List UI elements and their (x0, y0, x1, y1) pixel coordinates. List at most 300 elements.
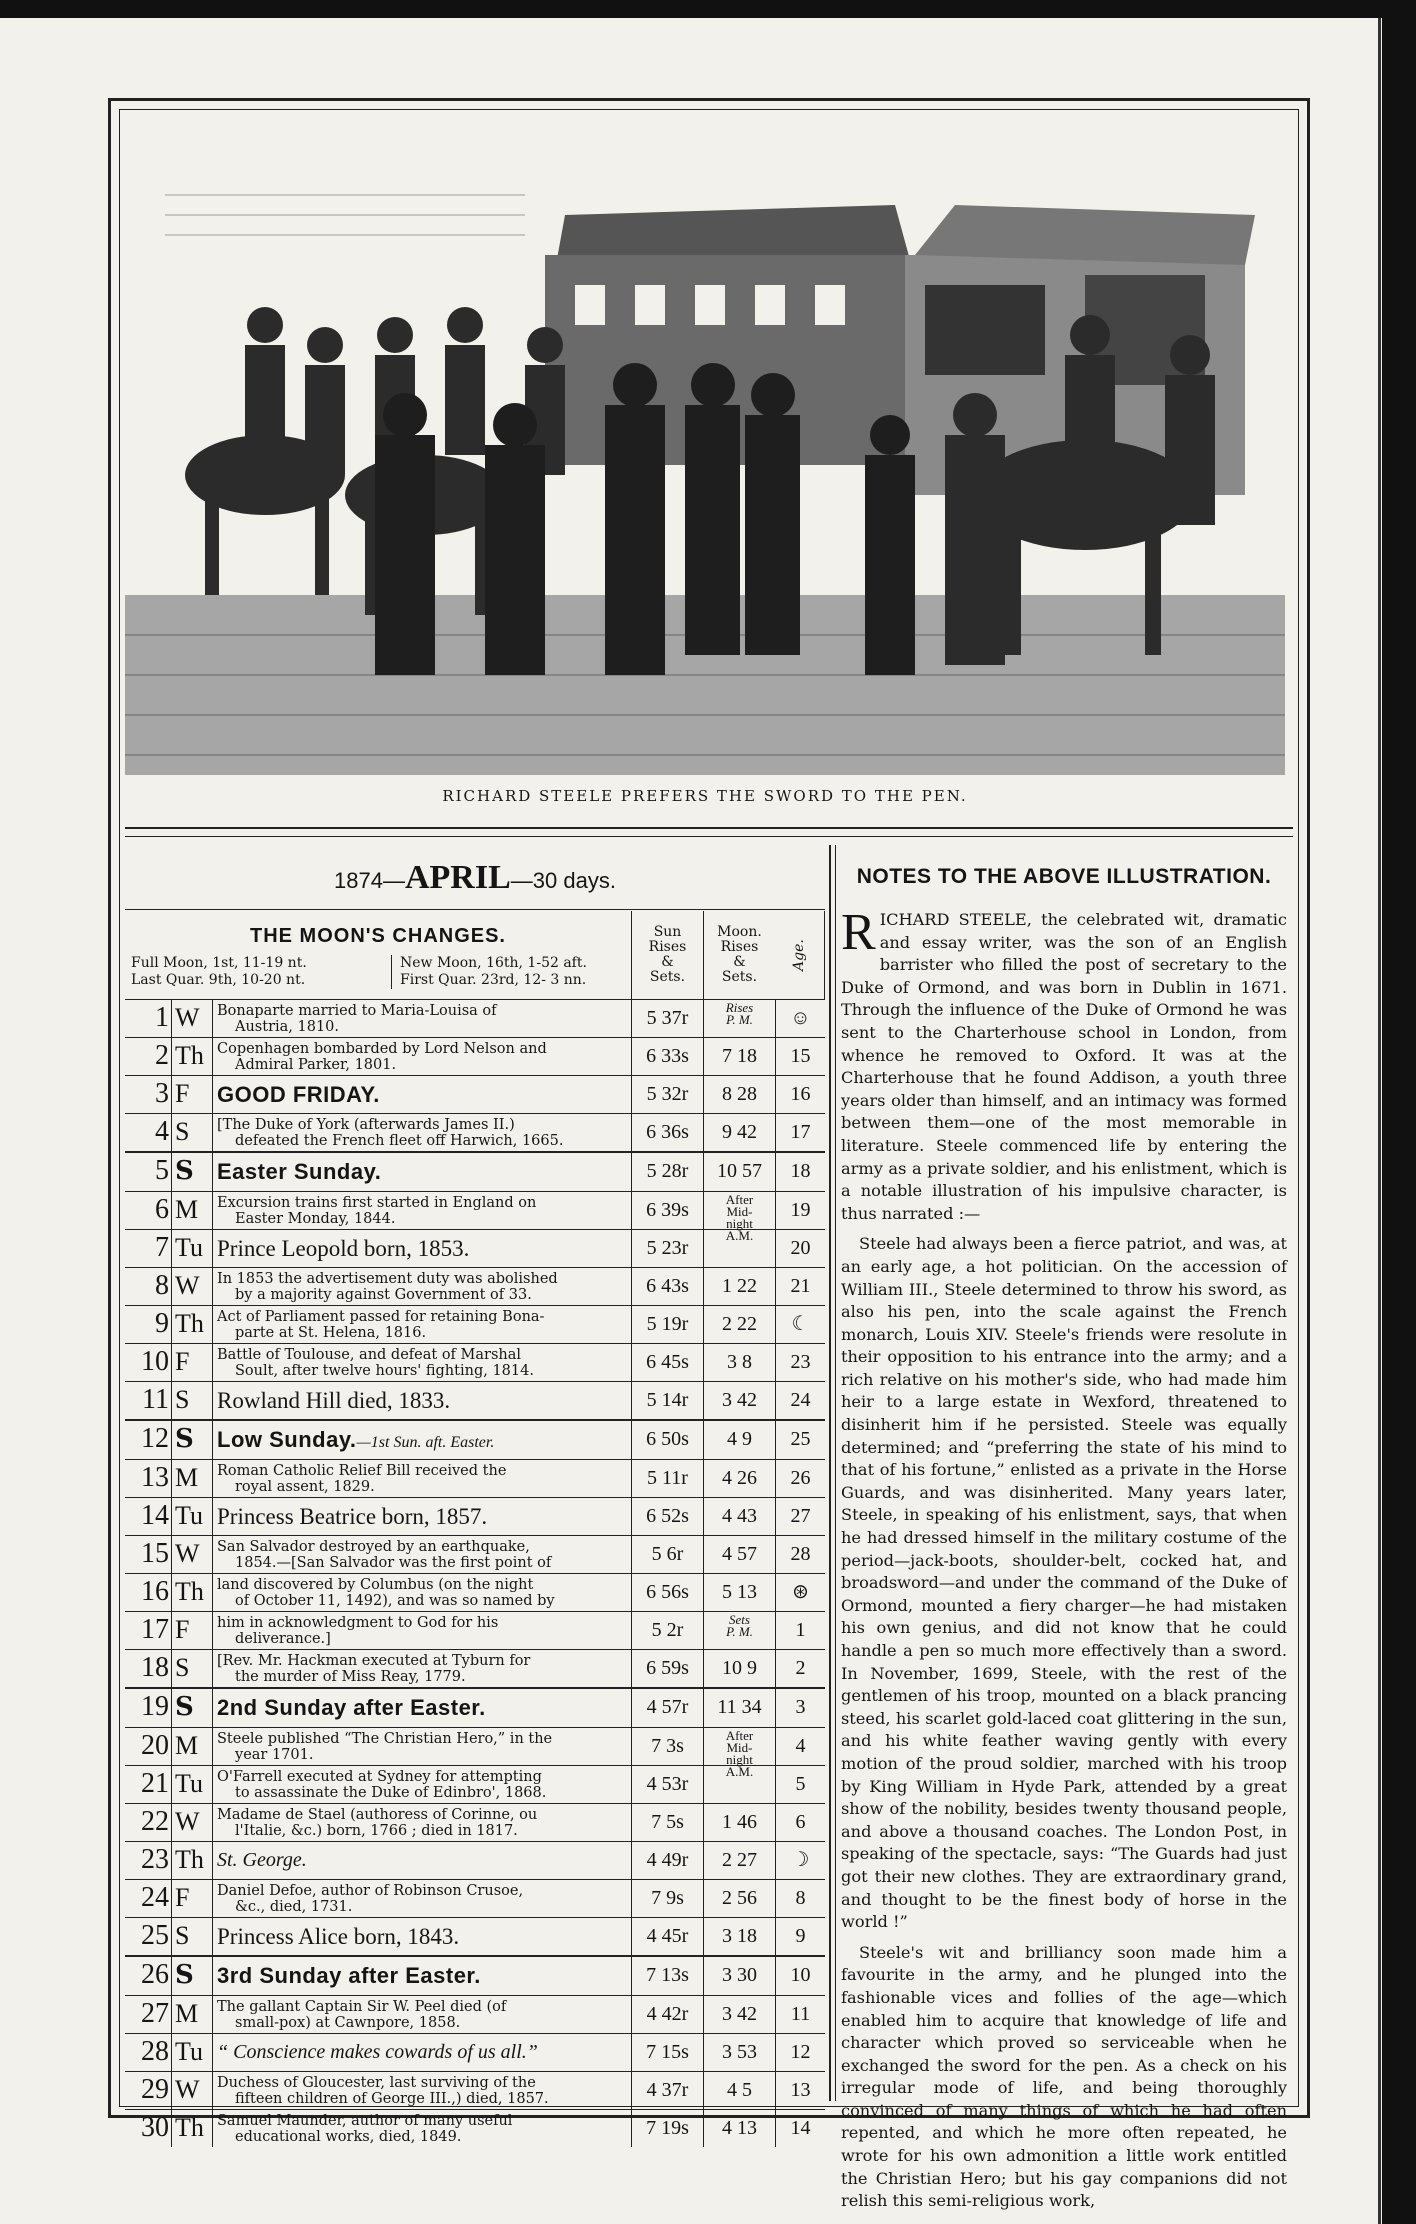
day-number: 8 (155, 1270, 169, 1301)
event-line-1: Duchess of Gloucester, last surviving of the (217, 2075, 536, 2091)
event-heading: 2nd Sunday after Easter. (217, 1695, 486, 1720)
moon-age: 18 (775, 1153, 825, 1191)
day-number: 13 (141, 1462, 169, 1493)
calendar-row (125, 1191, 825, 1243)
calendar-days: 30 days. (532, 868, 616, 893)
event-text (217, 1574, 629, 1614)
moon-age: 19 (775, 1192, 825, 1229)
moon-time: 2 56 (703, 1880, 775, 1917)
moon-time-line: night (726, 1216, 753, 1231)
event-text (217, 1689, 629, 1727)
event-line-1: Samuel Maunder, author of many useful (217, 2113, 513, 2129)
moon-time: 3 42 (703, 1382, 775, 1419)
weekday: S (171, 1421, 213, 1459)
notes-paragraph-3: Steele's wit and brilliancy soon made him a favourite in the army, and he plunged into the fashionable vices and follies of the age—which enabled him to acquire that knowledge of life and character which proved so serviceable when he exchanged the sword for the pen. As a check on his irregular mode of life, and being thoroughly convinced of many things of which he had often repented, and which he more often repeated, he wrote for his own admonition a little work entitled the Christian Hero; but his gay companions did not relish this semi-religious work, (841, 1942, 1287, 2211)
day-number: 14 (141, 1500, 169, 1531)
calendar-row (125, 1305, 825, 1343)
event-text: Prince Leopold born, 1853. (217, 1236, 470, 1261)
weekday: M (171, 1728, 213, 1765)
moon-time: 4 5 (703, 2072, 775, 2109)
moon-time: 3 8 (703, 1344, 775, 1381)
event-line-1: Daniel Defoe, author of Robinson Crusoe, (217, 1883, 524, 1899)
event-line-1: Battle of Toulouse, and defeat of Marshal (217, 1347, 522, 1363)
event-text (217, 1880, 629, 1920)
event-heading: Low Sunday. (217, 1427, 357, 1452)
day-number: 10 (141, 1346, 169, 1377)
weekday: W (171, 2072, 213, 2109)
moon-age: ☽ (775, 1842, 825, 1879)
moon-time: 2 27 (703, 1842, 775, 1879)
event-line-2: Austria, 1810. (235, 1019, 340, 1035)
sun-time: 4 42r (631, 1996, 703, 2033)
event-text (217, 1076, 629, 1113)
day-number: 25 (141, 1920, 169, 1951)
weekday: M (171, 1192, 213, 1229)
drop-cap: R (841, 904, 876, 961)
sun-time: 6 33s (631, 1038, 703, 1075)
moon-time (703, 1192, 775, 1243)
notes-paragraph-1 (841, 904, 1287, 1225)
moon-age: 10 (775, 1957, 825, 1995)
calendar-row (125, 1459, 825, 1497)
moon-time: 4 9 (703, 1421, 775, 1459)
event-text: “ Conscience makes cowards of us all.” (217, 2041, 538, 2063)
page-frame (108, 98, 1310, 2211)
event-line-2: by a majority against Government of 33. (235, 1287, 532, 1303)
event-line-2: deliverance.] (235, 1631, 331, 1647)
event-text (217, 1000, 629, 1040)
moon-age: 25 (775, 1421, 825, 1459)
header-sun-1: Sun (653, 924, 682, 940)
sun-time: 6 52s (631, 1498, 703, 1535)
header-moon-3: & (733, 954, 746, 970)
calendar-row (125, 1917, 825, 1955)
day-number: 5 (155, 1155, 169, 1186)
moon-age: 17 (775, 1114, 825, 1151)
event-line-1: Roman Catholic Relief Bill received the (217, 1463, 507, 1479)
event-line-2: educational works, died, 1849. (235, 2129, 462, 2145)
notes-paragraph-2: Steele had always been a fierce patriot, and was, at an early age, a hot politician. On the accession of William III., Steele determined to throw his sword, as also his pen, into the scale against the French monarch, Louis XIV. Steele's friends were resolute in their opposition to his entrance into the army; and a rich relative on his mother's side, who had made him heir to a large estate in Wexford, threatened to disinherit him if he persisted. Steele was equally determined; and “preferring the state of his mind to that of his fortune,” enlisted as a private in the Horse Guards, and was disinherited. Many years later, Steele, in speaking of his enlistment, says, that when he had dressed himself in the military costume of the period—jack-boots, shoulder-belt, cocked hat, and broadsword—and under the command of the Duke of Ormond, mounted a fiery charger—he had mistaken his own genius, and did not know that he could handle a pen so much more effectively than a sword. In November, 1699, Steele, with the rest of the gentlemen of his troop, mounted on a black prancing steed, his scarlet gold-laced coat glittering in the sun, and his white feather waving gently with every motion of the proud soldier, marched with his troop by King William in Hyde Park, attended by a great show of the nobility, besides twenty thousand people, and above a thousand coaches. The London Post, in speaking of the spectacle, says: “The Guards had just got their new clothes. They are extraordinary grand, and thought to be the finest body of horse in the world !” (841, 1234, 1287, 1932)
weekday: Th (171, 1574, 213, 1611)
moon-age: 1 (775, 1612, 825, 1649)
sun-time: 5 23r (631, 1230, 703, 1267)
moon-age: 12 (775, 2034, 825, 2071)
sun-time: 5 37r (631, 1000, 703, 1037)
header-sun (631, 911, 703, 999)
illustration-caption: RICHARD STEELE PREFERS THE SWORD TO THE PEN. (442, 787, 968, 805)
sun-time: 6 56s (631, 1574, 703, 1611)
event-line-1: Bonaparte married to Maria-Louisa of (217, 1003, 497, 1019)
moon-age: ☾ (775, 1306, 825, 1343)
day-number: 27 (141, 1998, 169, 2029)
moon-time: 4 26 (703, 1460, 775, 1497)
calendar-title: 1874—APRIL—30 days. (334, 859, 616, 896)
event-line-2: parte at St. Helena, 1816. (235, 1325, 427, 1341)
moon-time-line: Rises (725, 1000, 754, 1015)
calendar-row (125, 1151, 825, 1191)
event-text (217, 1421, 629, 1459)
weekday: Th (171, 1038, 213, 1075)
calendar-row (125, 1343, 825, 1381)
moon-changes-left (131, 955, 381, 989)
first-quarter: First Quar. 23rd, 12- 3 nn. (400, 972, 587, 988)
event-text (217, 1996, 629, 2036)
moon-time: 4 57 (703, 1536, 775, 1573)
moon-time: 4 43 (703, 1498, 775, 1535)
moon-age: 5 (775, 1766, 825, 1803)
moon-age: 11 (775, 1996, 825, 2033)
moon-age: 21 (775, 1268, 825, 1305)
event-line-1: [Rev. Mr. Hackman executed at Tyburn for (217, 1653, 531, 1669)
section-separator (125, 827, 1293, 837)
moon-changes-right (391, 955, 631, 989)
event-line-2: small-pox) at Cawnpore, 1858. (235, 2015, 461, 2031)
event-subheading: —1st Sun. aft. Easter. (356, 1434, 495, 1451)
moon-time: 10 9 (703, 1650, 775, 1687)
moon-time: 3 18 (703, 1918, 775, 1955)
calendar-row (125, 1995, 825, 2033)
event-line-1: [The Duke of York (afterwards James II.) (217, 1117, 515, 1133)
event-text: St. George. (217, 1849, 307, 1871)
event-text (217, 1344, 629, 1384)
sun-time: 4 49r (631, 1842, 703, 1879)
calendar-row (125, 1535, 825, 1573)
sun-time: 5 28r (631, 1153, 703, 1191)
header-sun-3: & (661, 954, 674, 970)
event-text (217, 1192, 629, 1232)
moon-time-line: Sets (729, 1612, 750, 1627)
moon-age: 8 (775, 1880, 825, 1917)
calendar-row (125, 1573, 825, 1611)
sun-time: 4 37r (631, 2072, 703, 2109)
moon-time: 11 34 (703, 1689, 775, 1727)
day-number: 29 (141, 2074, 169, 2105)
event-line-1: Excursion trains first started in England on (217, 1195, 537, 1211)
moon-time: 3 42 (703, 1996, 775, 2033)
header-sun-2: Rises (648, 939, 687, 955)
weekday: S (171, 1153, 213, 1191)
moon-time-line: A.M. (725, 1228, 754, 1243)
moon-age: 27 (775, 1498, 825, 1535)
weekday: M (171, 1996, 213, 2033)
day-number: 12 (141, 1423, 169, 1454)
sun-time: 5 11r (631, 1460, 703, 1497)
event-heading: 3rd Sunday after Easter. (217, 1963, 481, 1988)
calendar-row (125, 1611, 825, 1649)
moon-time-line: P. M. (726, 1012, 753, 1027)
weekday: M (171, 1460, 213, 1497)
event-text (217, 2110, 629, 2150)
moon-age: 28 (775, 1536, 825, 1573)
scan-right-border (1382, 18, 1416, 2224)
weekday: F (171, 1344, 213, 1381)
weekday: W (171, 1804, 213, 1841)
moon-age: 24 (775, 1382, 825, 1419)
event-text (217, 1612, 629, 1652)
event-text (217, 1766, 629, 1806)
moon-changes-title: THE MOON'S CHANGES. (250, 925, 506, 947)
event-text: Princess Beatrice born, 1857. (217, 1504, 488, 1529)
day-number: 2 (155, 1040, 169, 1071)
moon-age: 2 (775, 1650, 825, 1687)
day-number: 4 (155, 1116, 169, 1147)
calendar-table (125, 999, 825, 2147)
event-text (217, 1650, 629, 1690)
moon-age: ⊛ (775, 1574, 825, 1611)
sun-time: 4 53r (631, 1766, 703, 1803)
sun-time: 5 19r (631, 1306, 703, 1343)
event-line-1: In 1853 the advertisement duty was abolished (217, 1271, 558, 1287)
weekday: F (171, 1880, 213, 1917)
sun-time: 7 5s (631, 1804, 703, 1841)
event-line-2: the murder of Miss Reay, 1779. (235, 1669, 466, 1685)
calendar-row (125, 1803, 825, 1841)
calendar-row (125, 1037, 825, 1075)
day-number: 20 (141, 1730, 169, 1761)
calendar-row (125, 1879, 825, 1917)
day-number: 9 (155, 1308, 169, 1339)
weekday: Tu (171, 2034, 213, 2071)
event-line-2: year 1701. (235, 1747, 314, 1763)
column-separator (829, 845, 836, 2101)
sun-time: 4 57r (631, 1689, 703, 1727)
weekday: S (171, 1957, 213, 1995)
moon-time (703, 1766, 775, 1803)
sun-time: 5 6r (631, 1536, 703, 1573)
day-number: 15 (141, 1538, 169, 1569)
sun-time: 6 43s (631, 1268, 703, 1305)
event-line-1: Steele published “The Christian Hero,” in the (217, 1731, 553, 1747)
moon-time (703, 1612, 775, 1649)
full-moon: Full Moon, 1st, 11-19 nt. (131, 955, 307, 971)
sun-time: 7 9s (631, 1880, 703, 1917)
header-age: Age. (775, 911, 825, 999)
calendar-row (125, 1113, 825, 1151)
sun-time: 6 59s (631, 1650, 703, 1687)
event-line-2: Easter Monday, 1844. (235, 1211, 396, 1227)
day-number: 23 (141, 1844, 169, 1875)
event-line-2: fifteen children of George III.,) died, 1857. (235, 2091, 549, 2107)
weekday: S (171, 1382, 213, 1419)
calendar-year: 1874 (334, 868, 383, 893)
moon-time-line: night (726, 1752, 753, 1767)
moon-age: 14 (775, 2110, 825, 2147)
sun-time: 7 19s (631, 2110, 703, 2147)
day-number: 18 (141, 1652, 169, 1683)
notes-section (841, 845, 1287, 2211)
event-text (217, 1114, 629, 1154)
event-text (217, 1153, 629, 1191)
notes-paragraph-1-text: ICHARD STEELE, the celebrated wit, dramatic and essay writer, was the son of an English barrister who filled the post of secretary to the Duke of Ormond, and was born in Dublin in 1671. Through the influence of the Duke of Ormond he was sent to the Charterhouse school in London, from whence he removed to Oxford. It was at the Charterhouse that he found Addison, a youth three years older than himself, and an intimacy was formed between them—one of the most memorable in literature. Steele commenced life by entering the army as a private soldier, and his enlistment, which is a notable illustration of his impulsive character, is thus narrated :— (841, 910, 1287, 1223)
day-number: 28 (141, 2036, 169, 2067)
moon-time-line: A.M. (725, 1764, 754, 1779)
event-text (217, 1957, 629, 1995)
day-number: 22 (141, 1806, 169, 1837)
sun-time: 7 13s (631, 1957, 703, 1995)
moon-age: 13 (775, 2072, 825, 2109)
moon-age: 15 (775, 1038, 825, 1075)
event-line-2: &c., died, 1731. (235, 1899, 353, 1915)
calendar-row (125, 1381, 825, 1419)
event-line-1: Madame de Stael (authoress of Corinne, ou (217, 1807, 538, 1823)
day-number: 11 (142, 1384, 169, 1415)
sun-time: 7 3s (631, 1728, 703, 1765)
moon-time (703, 1728, 775, 1779)
weekday: Th (171, 1306, 213, 1343)
header-moon-2: Rises (720, 939, 759, 955)
moon-time-line: After (725, 1728, 754, 1743)
calendar-row (125, 1419, 825, 1459)
event-heading: GOOD FRIDAY. (217, 1082, 380, 1107)
calendar-month: APRIL (404, 859, 511, 896)
moon-age: ☺ (775, 1000, 825, 1037)
weekday: S (171, 1650, 213, 1687)
sun-time: 5 14r (631, 1382, 703, 1419)
calendar-row (125, 1497, 825, 1535)
scan-edge-rule (1378, 18, 1381, 2224)
calendar-title-rule (125, 909, 825, 910)
moon-age: 4 (775, 1728, 825, 1765)
event-line-2: Soult, after twelve hours' fighting, 1814. (235, 1363, 534, 1379)
day-number: 3 (155, 1078, 169, 1109)
moon-time-line: Mid- (726, 1204, 753, 1219)
calendar-row (125, 2109, 825, 2147)
calendar-row (125, 1687, 825, 1727)
calendar-row (125, 2071, 825, 2109)
calendar-row (125, 999, 825, 1037)
moon-time (703, 1230, 775, 1267)
header-moon-1: Moon. (717, 924, 762, 940)
day-number: 26 (141, 1959, 169, 1990)
event-line-1: The gallant Captain Sir W. Peel died (of (217, 1999, 507, 2015)
moon-age: 6 (775, 1804, 825, 1841)
moon-time: 3 53 (703, 2034, 775, 2071)
calendar-row (125, 1075, 825, 1113)
event-line-2: of October 11, 1492), and was so named by (235, 1593, 555, 1609)
weekday: S (171, 1114, 213, 1151)
event-text (217, 1536, 629, 1576)
moon-time: 5 13 (703, 1574, 775, 1611)
sun-time: 6 39s (631, 1192, 703, 1229)
event-text (217, 2072, 629, 2112)
moon-time: 10 57 (703, 1153, 775, 1191)
event-line-2: defeated the French fleet off Harwich, 1665. (235, 1133, 564, 1149)
engraving-illustration (125, 115, 1285, 855)
scan-top-border (0, 0, 1416, 18)
moon-time: 7 18 (703, 1038, 775, 1075)
moon-age: 26 (775, 1460, 825, 1497)
calendar-section (125, 845, 825, 2145)
weekday: Tu (171, 1230, 213, 1267)
event-line-1: Act of Parliament passed for retaining Bona- (217, 1309, 545, 1325)
event-line-1: land discovered by Columbus (on the night (217, 1577, 534, 1593)
sun-time: 6 45s (631, 1344, 703, 1381)
sun-time: 5 32r (631, 1076, 703, 1113)
calendar-row (125, 2033, 825, 2071)
weekday: W (171, 1536, 213, 1573)
event-heading: Easter Sunday. (217, 1159, 382, 1184)
moon-time (703, 1000, 775, 1037)
day-number: 30 (141, 2112, 169, 2143)
event-line-2: 1854.—[San Salvador was the first point of (235, 1555, 552, 1571)
event-text (217, 1038, 629, 1078)
weekday: Tu (171, 1766, 213, 1803)
engraving-image (125, 115, 1285, 775)
weekday: F (171, 1076, 213, 1113)
sun-time: 5 2r (631, 1612, 703, 1649)
new-moon: New Moon, 16th, 1-52 aft. (400, 955, 587, 971)
day-number: 7 (155, 1232, 169, 1263)
event-line-2: to assassinate the Duke of Edinbro', 1868. (235, 1785, 547, 1801)
calendar-row (125, 1841, 825, 1879)
event-text (217, 1728, 629, 1768)
day-number: 1 (155, 1002, 169, 1033)
event-line-1: San Salvador destroyed by an earthquake, (217, 1539, 530, 1555)
weekday: F (171, 1612, 213, 1649)
weekday: Th (171, 1842, 213, 1879)
event-line-1: him in acknowledgment to God for his (217, 1615, 499, 1631)
moon-time: 1 46 (703, 1804, 775, 1841)
moon-time: 8 28 (703, 1076, 775, 1113)
event-text (217, 1804, 629, 1844)
weekday: S (171, 1918, 213, 1955)
moon-time: 2 22 (703, 1306, 775, 1343)
day-number: 24 (141, 1882, 169, 1913)
sun-time: 6 50s (631, 1421, 703, 1459)
moon-time-line: P. M. (726, 1624, 753, 1639)
moon-age: 9 (775, 1918, 825, 1955)
event-line-1: O'Farrell executed at Sydney for attempting (217, 1769, 542, 1785)
moon-age: 23 (775, 1344, 825, 1381)
event-line-2: l'Italie, &c.) born, 1766 ; died in 1817. (235, 1823, 518, 1839)
header-moon-4: Sets. (721, 969, 758, 985)
event-line-2: Admiral Parker, 1801. (235, 1057, 397, 1073)
day-number: 19 (141, 1691, 169, 1722)
calendar-row (125, 1649, 825, 1687)
calendar-row (125, 1955, 825, 1995)
weekday: Th (171, 2110, 213, 2147)
last-quarter: Last Quar. 9th, 10-20 nt. (131, 972, 306, 988)
event-text (217, 1306, 629, 1346)
notes-body (841, 904, 1287, 2221)
moon-time: 3 30 (703, 1957, 775, 1995)
weekday: Tu (171, 1498, 213, 1535)
sun-time: 7 15s (631, 2034, 703, 2071)
moon-time: 4 13 (703, 2110, 775, 2147)
weekday: W (171, 1268, 213, 1305)
moon-age: 3 (775, 1689, 825, 1727)
sun-time: 4 45r (631, 1918, 703, 1955)
moon-age: 16 (775, 1076, 825, 1113)
event-text: Princess Alice born, 1843. (217, 1924, 460, 1949)
day-number: 17 (141, 1614, 169, 1645)
moon-age: 20 (775, 1230, 825, 1267)
header-moon (703, 911, 775, 999)
moon-time: 1 22 (703, 1268, 775, 1305)
moon-time-line: Mid- (726, 1740, 753, 1755)
moon-changes (125, 911, 631, 999)
event-text (217, 1268, 629, 1308)
calendar-row (125, 1229, 825, 1267)
weekday: S (171, 1689, 213, 1727)
moon-time: 9 42 (703, 1114, 775, 1151)
event-line-2: royal assent, 1829. (235, 1479, 375, 1495)
event-line-1: Copenhagen bombarded by Lord Nelson and (217, 1041, 547, 1057)
weekday: W (171, 1000, 213, 1037)
calendar-row (125, 1267, 825, 1305)
sun-time: 6 36s (631, 1114, 703, 1151)
notes-title: NOTES TO THE ABOVE ILLUSTRATION. (856, 865, 1272, 888)
